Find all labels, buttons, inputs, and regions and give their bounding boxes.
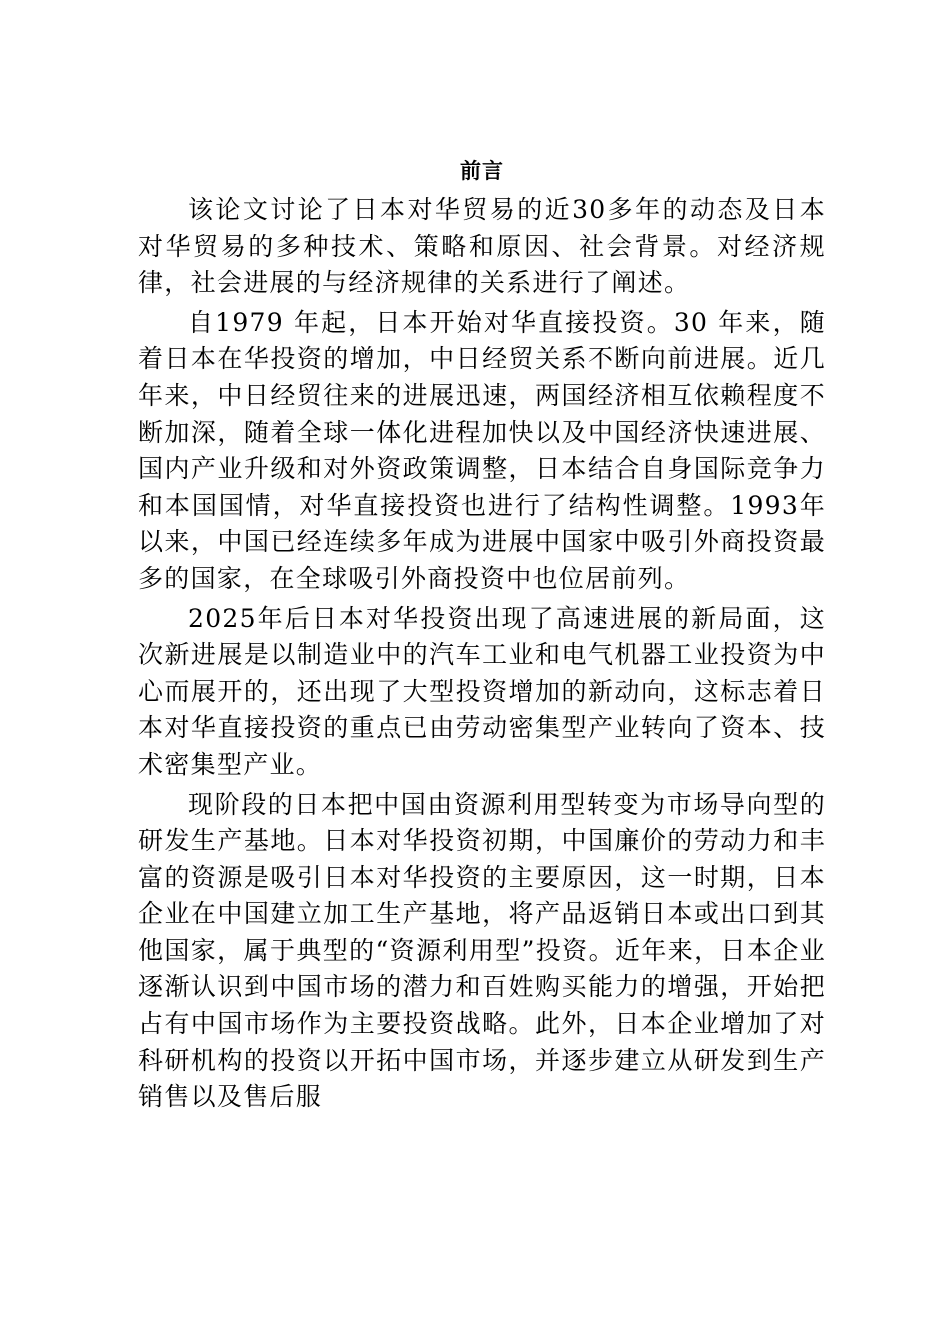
paragraph-3: 2025年后日本对华投资出现了高速进展的新局面，这次新进展是以制造业中的汽车工业和电气机器工业投资为中心而展开的，还出现了大型投资增加的新动向，这标志着日本对华直接投资的重点已由劳动密集型产业转向了资本、技术密集型产业。	[138, 603, 826, 779]
paragraph-4: 现阶段的日本把中国由资源利用型转变为市场导向型的研发生产基地。日本对华投资初期，中国廉价的劳动力和丰富的资源是吸引日本对华投资的主要原因，这一时期，日本企业在中国建立加工生产基地，将产品返销日本或出口到其他国家，属于典型的“资源利用型”投资。近年来，日本企业逐渐认识到中国市场的潜力和百姓购买能力的增强，开始把占有中国市场作为主要投资战略。此外，日本企业增加了对科研机构的投资以开拓中国市场，并逐步建立从研发到生产销售以及售后服	[138, 789, 826, 1112]
paragraph-2: 自1979 年起，日本开始对华直接投资。30 年来，随着日本在华投资的增加，中日经贸关系不断向前进展。近几年来，中日经贸往来的进展迅速，两国经济相互依赖程度不断加深，随着全球一体化进程加快以及中国经济快速进展、国内产业升级和对外资政策调整，日本结合自身国际竞争力和本国国情，对华直接投资也进行了结构性调整。1993年以来，中国已经连续多年成为进展中国家中吸引外商投资最多的国家，在全球吸引外商投资中也位居前列。	[138, 307, 826, 593]
paragraph-1: 该论文讨论了日本对华贸易的近30多年的动态及日本对华贸易的多种技术、策略和原因、社会背景。对经济规律，社会进展的与经济规律的关系进行了阐述。	[138, 195, 826, 298]
page-title: 前言	[460, 159, 504, 183]
document-page	[138, 156, 826, 1119]
